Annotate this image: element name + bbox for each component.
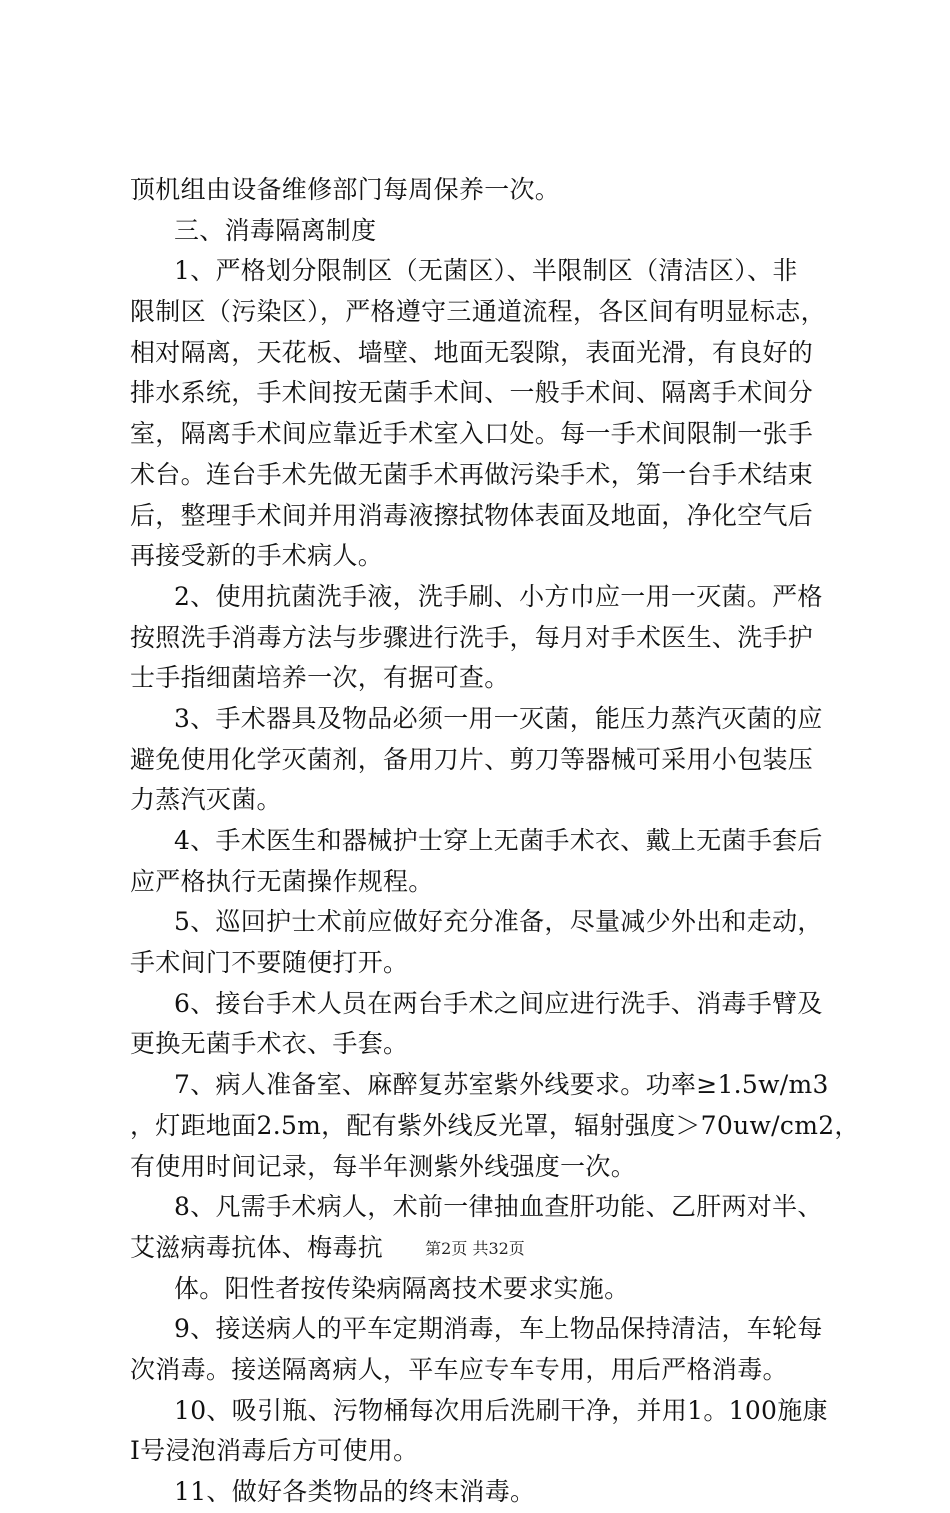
text-line: 术台。连台手术先做无菌手术再做污染手术，第一台手术结束 (130, 459, 814, 489)
text-line: 士手指细菌培养一次，有据可查。 (130, 663, 510, 693)
text-line: 再接受新的手术病人。 (130, 541, 384, 571)
text-line: 更换无菌手术衣、手套。 (130, 1029, 409, 1059)
text-line: 应严格执行无菌操作规程。 (130, 866, 434, 896)
text-line: 10、吸引瓶、污物桶每次用后洗刷干净，并用1。100施康 (174, 1395, 828, 1425)
text-line: 力蒸汽灭菌。 (130, 785, 282, 815)
text-line: 室，隔离手术间应靠近手术室入口处。每一手术间限制一张手 (130, 419, 814, 449)
text-line: 11、做好各类物品的终末消毒。 (174, 1477, 536, 1506)
text-line: ，灯距地面2.5m，配有紫外线反光罩，辐射强度＞70uw/cm2， (130, 1110, 860, 1140)
text-line: 1、严格划分限制区（无菌区）、半限制区（清洁区）、非 (174, 256, 798, 286)
text-line: 2、使用抗菌洗手液，洗手刷、小方巾应一用一灭菌。严格 (174, 581, 823, 611)
text-line: 限制区（污染区），严格遵守三通道流程，各区间有明显标志， (130, 297, 826, 327)
text-line: 3、手术器具及物品必须一用一灭菌，能压力蒸汽灭菌的应 (174, 703, 823, 733)
text-line: 三、消毒隔离制度 (174, 215, 377, 245)
text-line: 相对隔离，天花板、墙壁、地面无裂隙，表面光滑，有良好的 (130, 337, 814, 367)
text-line: 按照洗手消毒方法与步骤进行洗手，每月对手术医生、洗手护 (130, 622, 814, 652)
text-line: 排水系统，手术间按无菌手术间、一般手术间、隔离手术间分 (130, 378, 814, 408)
text-line: 体。阳性者按传染病隔离技术要求实施。 (174, 1273, 630, 1303)
document-body (130, 170, 860, 1513)
text-line: 次消毒。接送隔离病人，平车应专车专用，用后严格消毒。 (130, 1354, 788, 1384)
text-line: 避免使用化学灭菌剂，备用刀片、剪刀等器械可采用小包装压 (130, 744, 814, 774)
text-line: 有使用时间记录，每半年测紫外线强度一次。 (130, 1151, 637, 1181)
text-line: 5、巡回护士术前应做好充分准备，尽量减少外出和走动， (174, 907, 823, 937)
text-line: 艾滋病毒抗体、梅毒抗 (130, 1232, 384, 1262)
text-line: 4、手术医生和器械护士穿上无菌手术衣、戴上无菌手套后 (174, 826, 823, 855)
page-footer: 第2页 共32页 (425, 1239, 525, 1258)
text-line: 7、病人准备室、麻醉复苏室紫外线要求。功率≥1.5w/m3 (174, 1070, 829, 1100)
text-line: Ⅰ号浸泡消毒后方可使用。 (130, 1436, 419, 1466)
text-line: 6、接台手术人员在两台手术之间应进行洗手、消毒手臂及 (174, 988, 823, 1018)
text-line: 顶机组由设备维修部门每周保养一次。 (130, 175, 561, 204)
text-line: 8、凡需手术病人，术前一律抽血查肝功能、乙肝两对半、 (174, 1192, 823, 1222)
text-line: 9、接送病人的平车定期消毒，车上物品保持清洁，车轮每 (174, 1314, 823, 1344)
text-line: 手术间门不要随便打开。 (130, 948, 409, 978)
text-line: 后，整理手术间并用消毒液擦拭物体表面及地面，净化空气后 (130, 500, 814, 530)
